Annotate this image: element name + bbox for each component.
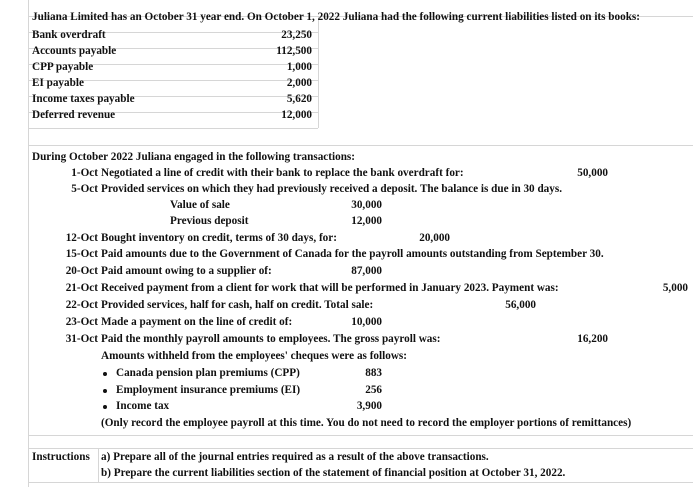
grid-line: [98, 448, 99, 482]
bullet-icon: [103, 389, 107, 393]
transaction-text: Negotiated a line of credit with their bank to replace the bank overdraft for:: [101, 167, 464, 179]
transaction-text: Bought inventory on credit, terms of 30 days, for:: [101, 232, 337, 244]
transaction-text: Paid amounts due to the Government of Canada for the payroll amounts outstanding from September 30.: [101, 248, 604, 260]
transaction-amount: 87,000: [351, 265, 382, 277]
instruction-b: b) Prepare the current liabilities section of the statement of financial position at October 31, 2022.: [101, 467, 566, 479]
liability-label: Income taxes payable: [32, 93, 135, 105]
withholding-label: Employment insurance premiums (EI): [116, 384, 301, 396]
transaction-text: Provided services on which they had previously received a deposit. The balance is due in 30 days.: [101, 183, 563, 195]
liability-amount: 5,620: [286, 93, 312, 105]
withholding-label: Income tax: [116, 400, 170, 412]
transaction-amount: 20,000: [419, 232, 450, 244]
grid-line: [318, 16, 319, 128]
liability-amount: 1,000: [286, 61, 312, 73]
liability-label: EI payable: [32, 77, 84, 89]
instructions-label: Instructions: [32, 451, 90, 463]
transaction-text: Previous deposit: [170, 215, 249, 227]
transaction-date: 23-Oct: [65, 316, 98, 328]
withholding-amount: 3,900: [356, 400, 382, 412]
grid-line: [28, 435, 693, 436]
grid-line: [28, 448, 693, 449]
withholding-label: Canada pension plan premiums (CPP): [116, 367, 300, 379]
grid-line: [28, 0, 29, 487]
liability-label: Bank overdraft: [32, 29, 106, 41]
transaction-text: Provided services, half for cash, half on credit. Total sale:: [101, 299, 374, 311]
transaction-date: 21-Oct: [65, 282, 98, 294]
liability-amount: 2,000: [286, 77, 312, 89]
transaction-text: Received payment from a client for work that will be performed in January 2023. Payment was:: [101, 282, 559, 294]
transaction-amount: 56,000: [505, 299, 536, 311]
liability-label: Deferred revenue: [32, 109, 116, 121]
liability-label: Accounts payable: [32, 45, 117, 57]
bullet-icon: [103, 405, 107, 409]
grid-line: [28, 482, 693, 483]
payroll-note: (Only record the employee payroll at this time. You do not need to record the employer portions of remittances): [101, 417, 632, 429]
transaction-date: 31-Oct: [65, 333, 98, 345]
transaction-amount: 10,000: [351, 316, 382, 328]
liability-amount: 23,250: [281, 29, 312, 41]
transaction-text: Paid the monthly payroll amounts to employees. The gross payroll was:: [101, 333, 441, 345]
transaction-amount: 50,000: [577, 167, 608, 179]
transaction-date: 1-Oct: [71, 167, 98, 179]
instruction-a: a) Prepare all of the journal entries required as a result of the above transactions.: [101, 451, 489, 463]
transaction-date: 15-Oct: [65, 248, 98, 260]
transaction-date: 20-Oct: [65, 265, 98, 277]
intro-text: Juliana Limited has an October 31 year end. On October 1, 2022 Juliana had the following current liabilities listed on its books:: [32, 11, 641, 23]
transaction-text: Value of sale: [170, 199, 230, 211]
bullet-icon: [103, 372, 107, 376]
withholding-amount: 883: [365, 367, 382, 379]
liability-amount: 12,000: [281, 109, 312, 121]
grid-line: [28, 128, 318, 129]
transaction-amount: 16,200: [577, 333, 608, 345]
transaction-date: 12-Oct: [65, 232, 98, 244]
transactions-intro: During October 2022 Juliana engaged in the following transactions:: [32, 151, 356, 163]
transaction-text: Made a payment on the line of credit of:: [101, 316, 293, 328]
transaction-date: 5-Oct: [71, 183, 98, 195]
transaction-amount: 12,000: [351, 215, 382, 227]
liability-amount: 112,500: [276, 45, 312, 57]
transaction-text: Paid amount owing to a supplier of:: [101, 265, 272, 277]
transaction-amount: 5,000: [662, 282, 688, 294]
liability-label: CPP payable: [32, 61, 94, 73]
transaction-amount: 30,000: [351, 199, 382, 211]
transaction-date: 22-Oct: [65, 299, 98, 311]
grid-line: [28, 145, 693, 146]
withholding-amount: 256: [365, 384, 382, 396]
transaction-text: Amounts withheld from the employees' cheques were as follows:: [101, 350, 407, 362]
